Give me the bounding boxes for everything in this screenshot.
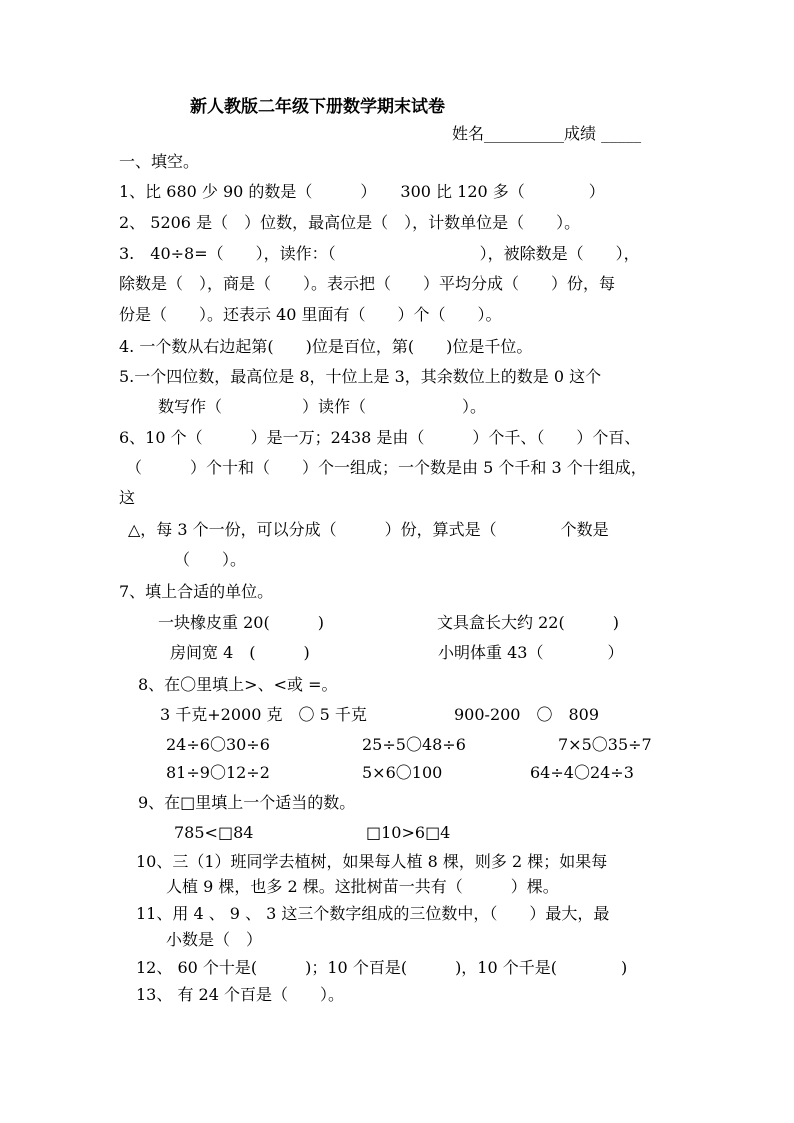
question-7-weight: 小明体重 43（ ）	[438, 643, 624, 662]
question-3-line-1: 3. 40÷8=（ ），读作：（ ），被除数是（ ），	[119, 244, 640, 263]
question-6-line-1: 6、10 个（ ）是一万；2438 是由（ ）个千、（ ）个百、	[119, 428, 641, 447]
question-8-item: 24÷6〇30÷6	[166, 735, 270, 754]
question-7-room: 房间宽 4 ( )	[170, 643, 310, 662]
question-8-item: 81÷9〇12÷2	[166, 763, 270, 782]
question-7-heading: 7、填上合适的单位。	[119, 582, 274, 601]
question-8-heading: 8、在〇里填上>、<或 =。	[138, 675, 338, 694]
question-6-line-3: 这	[119, 488, 136, 507]
question-8-item: 7×5〇35÷7	[558, 735, 652, 754]
question-9-heading: 9、在□里填上一个适当的数。	[138, 793, 356, 812]
question-12: 12、 60 个十是( )；10 个百是( )，10 个千是( )	[136, 958, 628, 977]
question-7-eraser: 一块橡皮重 20( )	[158, 613, 324, 632]
page-title: 新人教版二年级下册数学期末试卷	[190, 97, 445, 117]
question-7-pencil-box: 文具盒长大约 22( )	[437, 613, 619, 632]
section-heading: 一、填空。	[119, 152, 200, 171]
question-8-item: 5×6〇100	[362, 763, 443, 782]
question-6-line-4: △，每 3 个一份，可以分成（ ）份，算式是（ 个数是	[128, 520, 609, 539]
question-1: 1、比 680 少 90 的数是（ ） 300 比 120 多（ ）	[119, 182, 605, 201]
question-3-line-3: 份是（ ）。还表示 40 里面有（ ）个（ ）。	[119, 305, 502, 324]
question-13: 13、 有 24 个百是（ ）。	[136, 985, 344, 1004]
question-10-line-2: 人植 9 棵，也多 2 棵。这批树苗一共有（ ）棵。	[166, 877, 559, 896]
question-9-item: 785<□84	[174, 823, 254, 842]
question-11-line-2: 小数是（ ）	[166, 930, 263, 949]
question-3-line-2: 除数是（ ），商是（ ）。表示把（ ）平均分成（ ）份，每	[119, 274, 616, 293]
question-2: 2、 5206 是（ ）位数，最高位是（ ），计数单位是（ ）。	[119, 213, 581, 232]
question-6-line-5: （ ）。	[174, 550, 247, 569]
question-11-line-1: 11、用 4 、 9 、 3 这三个数字组成的三位数中，（ ）最大，最	[136, 904, 610, 923]
question-4: 4. 一个数从右边起第( )位是百位，第( )位是千位。	[119, 337, 533, 356]
question-8-item: 3 千克+2000 克 〇 5 千克	[160, 705, 367, 724]
name-score-line: 姓名__________成绩 _____	[452, 124, 642, 143]
question-8-item: 25÷5〇48÷6	[362, 735, 466, 754]
question-8-item: 900-200 〇 809	[454, 705, 600, 724]
question-5-line-2: 数写作（ ）读作（ ）。	[158, 397, 487, 416]
question-6-line-2: （ ）个十和（ ）个一组成；一个数是由 5 个千和 3 个十组成，	[126, 458, 647, 477]
question-9-item: □10>6□4	[366, 823, 451, 842]
question-8-item: 64÷4〇24÷3	[530, 763, 634, 782]
question-5-line-1: 5.一个四位数，最高位是 8，十位上是 3，其余数位上的数是 0 这个	[119, 367, 602, 386]
question-10-line-1: 10、三（1）班同学去植树，如果每人植 8 棵，则多 2 棵；如果每	[136, 852, 608, 871]
